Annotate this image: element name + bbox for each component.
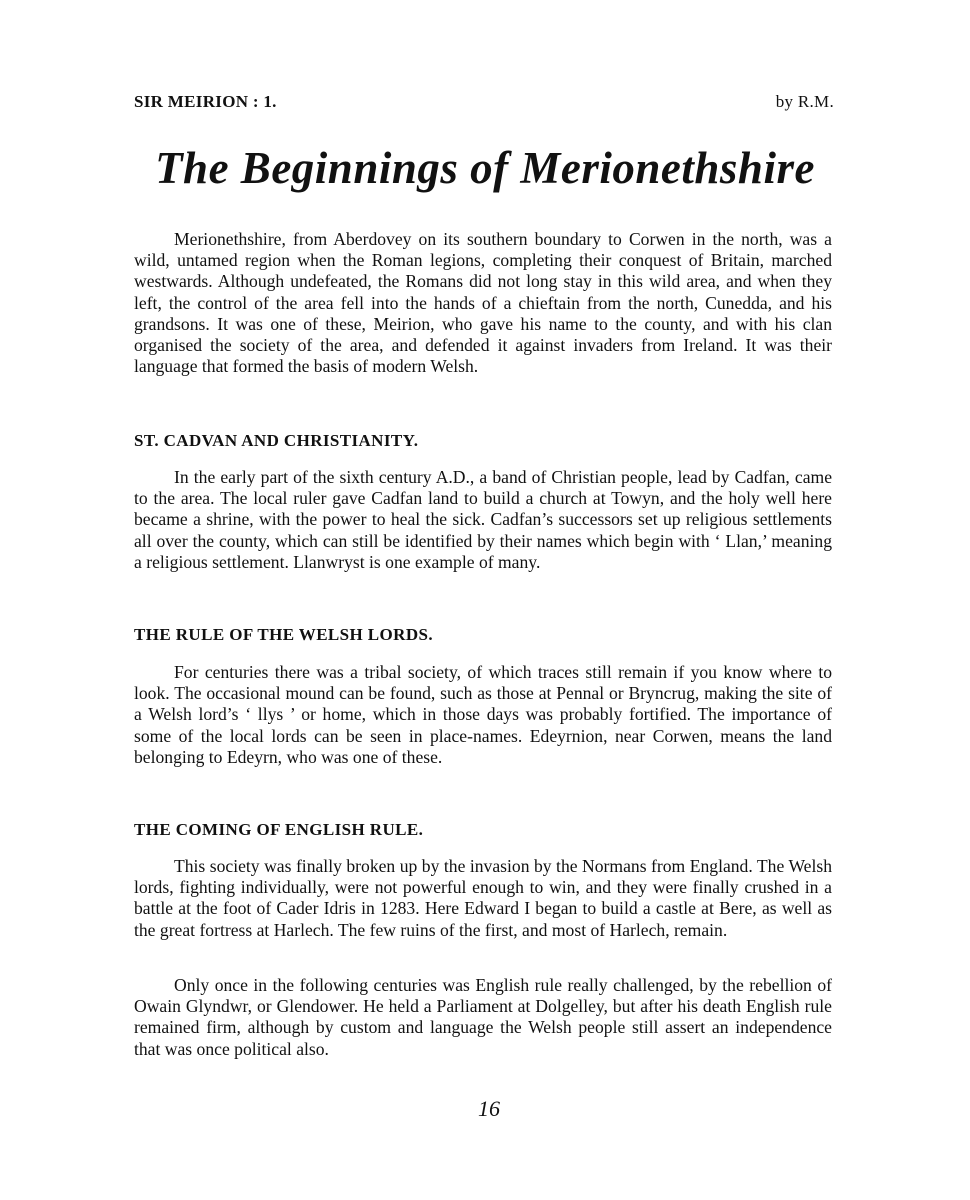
- page-number: 16: [478, 1096, 500, 1121]
- byline: by R.M.: [775, 92, 834, 111]
- section-paragraph: Only once in the following centuries was English rule really challenged, by the rebellion of Owain Glyndwr, or Glendower. He held a Parliament at Dolgelley, but after his death English rule remained firm, although by custom and language the Welsh people still assert an independence that was once political also.: [134, 975, 832, 1059]
- section-paragraph: In the early part of the sixth century A.D., a band of Christian people, lead by Cadfan, came to the area. The local ruler gave Cadfan land to build a church at Towyn, and the holy well here became a shrine, with the power to heal the sick. Cadfan’s successors set up religious settlements all over the county, which can still be identified by their names which begin with ‘ Llan,’ meaning a religious settlement. Llanwryst is one example of many.: [134, 467, 832, 572]
- article-title: The Beginnings of Merionethshire: [155, 143, 815, 193]
- running-header: [134, 92, 834, 116]
- section-paragraph: For centuries there was a tribal society, of which traces still remain if you know where to look. The occasional mound can be found, such as those at Pennal or Bryncrug, making the site of a Welsh lord’s ‘ llys ’ or home, which in those days was probably fortified. The importance of some of the local lords can be seen in place-names. Edeyrnion, near Corwen, means the land belonging to Edeyrn, who was one of these.: [134, 662, 832, 767]
- series-title: SIR MEIRION : 1.: [134, 92, 277, 111]
- section-heading-english-rule: THE COMING OF ENGLISH RULE.: [134, 820, 424, 839]
- intro-paragraph: Merionethshire, from Aberdovey on its southern boundary to Corwen in the north, was a wild, untamed region when the Roman legions, completing their conquest of Britain, marched westwards. Although undefeated, the Romans did not long stay in this wild area, and when they left, the control of the area fell into the hands of a chieftain from the north, Cunedda, and his grandsons. It was one of these, Meirion, who gave his name to the county, and with his clan organised the society of the area, and defended it against invaders from Ireland. It was their language that formed the basis of modern Welsh.: [134, 229, 832, 377]
- section-heading-cadvan: ST. CADVAN AND CHRISTIANITY.: [134, 431, 419, 450]
- section-heading-welsh-lords: THE RULE OF THE WELSH LORDS.: [134, 625, 434, 644]
- section-paragraph: This society was finally broken up by the invasion by the Normans from England. The Welsh lords, fighting individually, were not powerful enough to win, and they were finally crushed in a battle at the foot of Cader Idris in 1283. Here Edward I began to build a castle at Bere, as well as the great fortress at Harlech. The few ruins of the first, and most of Harlech, remain.: [134, 856, 832, 940]
